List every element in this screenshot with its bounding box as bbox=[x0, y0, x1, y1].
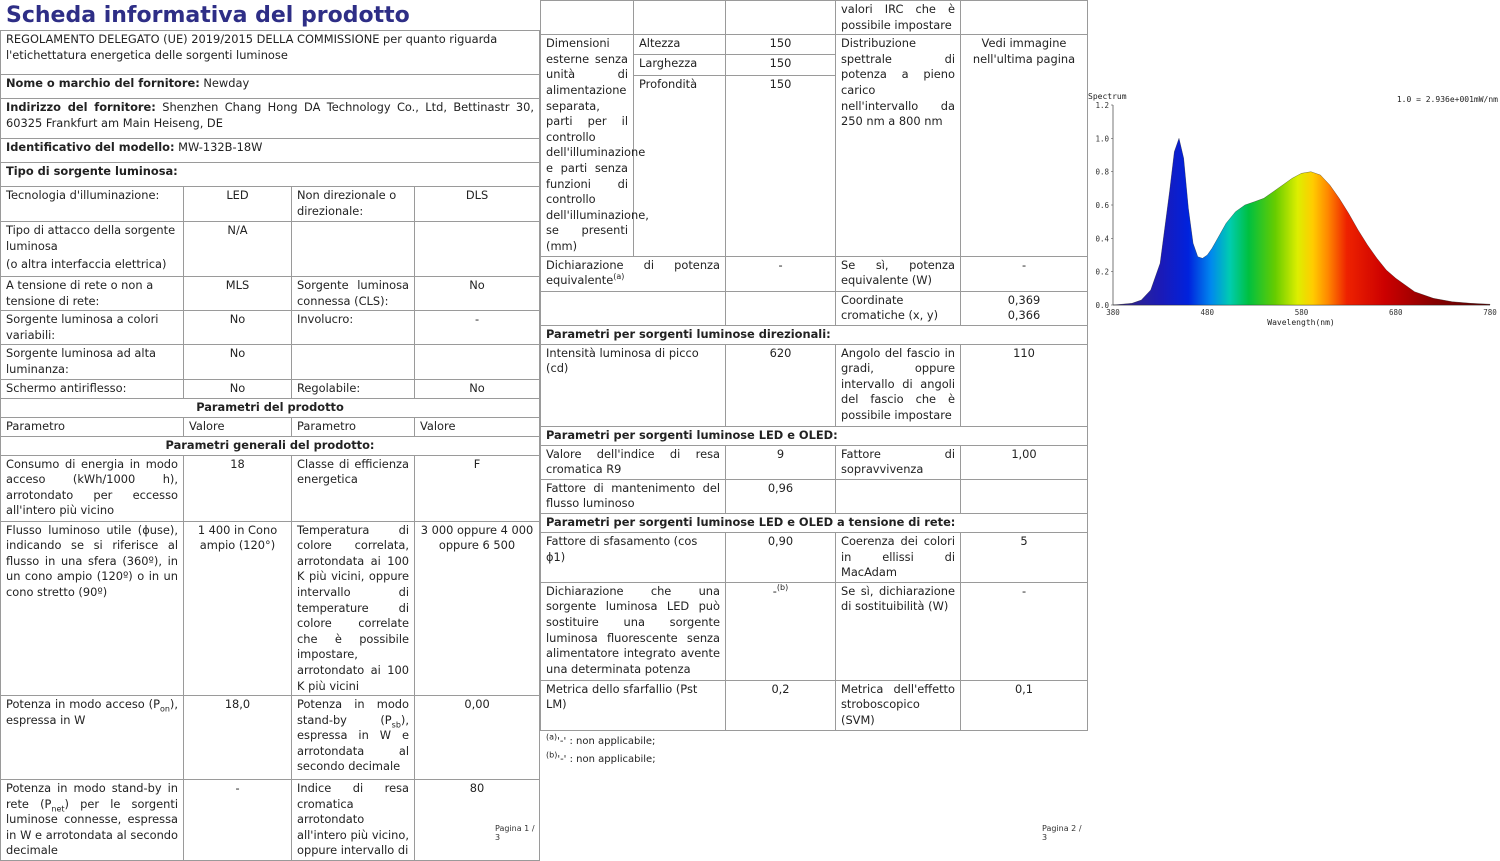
y-tick-label: 0.6 bbox=[1095, 201, 1109, 210]
table-row bbox=[1, 277, 540, 311]
param-label: Coerenza dei colori in ellissi di MacAdam bbox=[836, 533, 961, 583]
table-row bbox=[541, 479, 1088, 513]
model-id: MW-132B-18W bbox=[178, 140, 263, 154]
column-header-row bbox=[1, 417, 540, 436]
spectrum-area bbox=[1113, 138, 1490, 305]
param-label: Dichiarazione che una sorgente luminosa LED può sostituire una sorgente luminosa fluorescente senza alimentatore integrato avente una determinata potenza bbox=[541, 582, 726, 680]
dimension-value: 150 bbox=[726, 35, 836, 55]
param-value: F bbox=[415, 455, 540, 521]
param-value: 18,0 bbox=[184, 696, 292, 780]
footnote-mark: (b) bbox=[546, 750, 558, 760]
table-row bbox=[1, 455, 540, 521]
table-row bbox=[1, 311, 540, 345]
product-info-table-continued bbox=[540, 0, 1088, 731]
param-value: DLS bbox=[415, 187, 540, 222]
footnote-text: '-' : non applicabile; bbox=[557, 753, 656, 765]
param-value bbox=[726, 582, 836, 680]
column-header: Valore bbox=[184, 417, 292, 436]
param-label: Indice di resa cromatica arrotondato all'intero più vicino, oppure intervallo di bbox=[292, 780, 415, 861]
table-row bbox=[1, 521, 540, 696]
param-label bbox=[1, 696, 184, 780]
param-value: - bbox=[961, 582, 1088, 680]
general-params-header: Parametri generali del prodotto: bbox=[1, 436, 540, 455]
param-value: 110 bbox=[961, 344, 1088, 426]
param-label bbox=[1, 222, 184, 277]
footnote-a bbox=[540, 733, 1088, 751]
param-label: Fattore di sopravvivenza bbox=[836, 445, 961, 479]
psb-label-end: ), espressa in W e arrotondata al secondo decimale bbox=[297, 712, 409, 774]
y-tick-label: 0.2 bbox=[1095, 267, 1109, 277]
param-label bbox=[1, 780, 184, 861]
param-value: No bbox=[184, 311, 292, 345]
page-number: Pagina 2 / 3 bbox=[1042, 824, 1082, 842]
page-2 bbox=[540, 0, 1088, 842]
param-value: 3 000 oppure 4 000 oppure 6 500 bbox=[415, 521, 540, 696]
param-label: Classe di efficienza energetica bbox=[292, 455, 415, 521]
supplier-address: Shenzhen Chang Hong DA Technology Co., Ltd, Bettinastr 30, 60325 Frankfurt am Main Heiseng, DE bbox=[6, 100, 535, 130]
column-header: Valore bbox=[415, 417, 540, 436]
psb-sub: sb bbox=[391, 719, 401, 729]
y-tick-labels bbox=[1095, 101, 1113, 310]
mains-header: Parametri per sorgenti luminose LED e OLED a tensione di rete: bbox=[541, 514, 1088, 533]
table-row bbox=[1, 696, 540, 780]
param-label: Flusso luminoso utile (ϕuse), indicando se si riferisce al flusso in una sfera (360º), in un cono ampio (120º) o in un cono stretto (90º) bbox=[1, 521, 184, 696]
param-label: Fattore di mantenimento del flusso luminoso bbox=[541, 479, 726, 513]
param-value bbox=[961, 291, 1088, 325]
param-value: - bbox=[726, 256, 836, 291]
param-value: N/A bbox=[184, 222, 292, 277]
supplier-name-row bbox=[1, 75, 540, 99]
column-header: Parametro bbox=[292, 417, 415, 436]
x-tick-label: 380 bbox=[1106, 308, 1120, 317]
param-value: - bbox=[184, 780, 292, 861]
y-tick-label: 0.8 bbox=[1095, 167, 1109, 177]
pon-label: Potenza in modo acceso (P bbox=[6, 697, 160, 712]
psb-label: Potenza in modo stand-by (P bbox=[297, 697, 409, 727]
x-tick-label: 680 bbox=[1388, 308, 1403, 317]
footnote-ref: (a) bbox=[613, 272, 625, 282]
supplier-address-label: Indirizzo del fornitore: bbox=[6, 100, 156, 114]
param-value: MLS bbox=[184, 277, 292, 311]
table-row bbox=[541, 344, 1088, 426]
chroma-x: 0,369 bbox=[1007, 292, 1041, 307]
chart-scale-note: 1.0 = 2.936e+001mW/nm bbox=[1396, 95, 1498, 104]
model-id-row bbox=[1, 139, 540, 163]
table-row bbox=[541, 35, 1088, 55]
param-value: No bbox=[415, 277, 540, 311]
param-label-line: (o altra interfaccia elettrica) bbox=[6, 257, 167, 272]
param-value: No bbox=[415, 379, 540, 398]
param-label: A tensione di rete o non a tensione di rete: bbox=[1, 277, 184, 311]
param-label-line: Tipo di attacco della sorgente luminosa bbox=[6, 223, 176, 253]
x-tick-label: 480 bbox=[1200, 308, 1215, 317]
y-tick-label: 0.0 bbox=[1095, 301, 1109, 310]
y-tick-label: 0.4 bbox=[1095, 234, 1109, 244]
param-value: 9 bbox=[726, 445, 836, 479]
param-label: Fattore di sfasamento (cos ϕ1) bbox=[541, 533, 726, 583]
pon-label-end: ), espressa in W bbox=[6, 697, 178, 727]
pnet-sub: net bbox=[51, 803, 65, 813]
param-value: 0,96 bbox=[726, 479, 836, 513]
pnet-label: Potenza in modo stand-by in rete (P bbox=[6, 781, 178, 811]
y-tick-label: 1.0 bbox=[1095, 134, 1109, 144]
page-title: Scheda informativa del prodotto bbox=[6, 3, 410, 28]
param-label: Temperatura di colore correlata, arrotondata ai 100 K più vicini, oppure intervallo di temperature di colore correlate che è possibile impostare, arrotondato ai 100 K più vicini bbox=[292, 521, 415, 696]
dimension-name: Larghezza bbox=[634, 55, 726, 75]
pon-sub: on bbox=[159, 704, 170, 714]
param-value: LED bbox=[184, 187, 292, 222]
source-type-label: Tipo di sorgente luminosa: bbox=[1, 163, 540, 187]
param-label bbox=[292, 222, 415, 277]
dimensions-label: Dimensioni esterne senza unità di alimentazione separata, parti per il controllo dell'illuminazione e parti senza funzioni di controllo dell'illuminazione, se presenti (mm) bbox=[541, 35, 634, 256]
dimension-value: 150 bbox=[726, 75, 836, 256]
spectral-label: Distribuzione spettrale di potenza a pieno carico nell'intervallo da 250 nm a 800 nm bbox=[836, 35, 961, 256]
param-label: Regolabile: bbox=[292, 379, 415, 398]
directional-header: Parametri per sorgenti luminose direzionali: bbox=[541, 325, 1088, 344]
footnote-b bbox=[540, 751, 1088, 769]
param-value: 1,00 bbox=[961, 445, 1088, 479]
param-value: - bbox=[961, 256, 1088, 291]
x-tick-labels bbox=[1106, 308, 1497, 317]
param-label bbox=[541, 256, 726, 291]
x-axis-label: Wavelength(nm) bbox=[1267, 318, 1335, 327]
param-label bbox=[292, 696, 415, 780]
spectrum-chart bbox=[1088, 88, 1500, 328]
model-id-label: Identificativo del modello: bbox=[6, 140, 175, 154]
x-tick-label: 580 bbox=[1294, 308, 1309, 317]
dimension-value: 150 bbox=[726, 55, 836, 75]
param-value: 18 bbox=[184, 455, 292, 521]
param-label: Schermo antiriflesso: bbox=[1, 379, 184, 398]
param-label: Coordinate cromatiche (x, y) bbox=[836, 291, 961, 325]
supplier-name: Newday bbox=[203, 76, 250, 90]
param-label: Angolo del fascio in gradi, oppure intervallo di angoli del fascio che è possibile impostare bbox=[836, 344, 961, 426]
dimension-name: Altezza bbox=[634, 35, 726, 55]
page-3 bbox=[1088, 0, 1500, 835]
param-label: Se sì, dichiarazione di sostituibilità (W) bbox=[836, 582, 961, 680]
param-label: Involucro: bbox=[292, 311, 415, 345]
footnote-mark: (a) bbox=[546, 732, 558, 742]
param-value bbox=[415, 222, 540, 277]
x-tick-label: 780 bbox=[1483, 308, 1497, 317]
regulation-text: REGOLAMENTO DELEGATO (UE) 2019/2015 DELLA COMMISSIONE per quanto riguarda l'etichettatura energetica delle sorgenti luminose bbox=[1, 31, 540, 75]
table-row bbox=[1, 345, 540, 379]
table-row bbox=[541, 291, 1088, 325]
chart-title: Spectrum bbox=[1088, 92, 1127, 101]
param-value: 0,00 bbox=[415, 696, 540, 780]
param-label: Intensità luminosa di picco (cd) bbox=[541, 344, 726, 426]
table-row bbox=[1, 187, 540, 222]
param-value: 0,1 bbox=[961, 680, 1088, 730]
supplier-address-row bbox=[1, 99, 540, 139]
param-value: 0,90 bbox=[726, 533, 836, 583]
supplier-name-label: Nome o marchio del fornitore: bbox=[6, 76, 200, 90]
param-value: 1 400 in Cono ampio (120°) bbox=[184, 521, 292, 696]
param-value: 80 bbox=[415, 780, 540, 861]
product-info-table bbox=[0, 30, 540, 861]
table-row bbox=[1, 379, 540, 398]
param-value: No bbox=[184, 345, 292, 379]
param-value: 620 bbox=[726, 344, 836, 426]
param-label bbox=[292, 345, 415, 379]
param-label: Metrica dell'effetto stroboscopico (SVM) bbox=[836, 680, 961, 730]
table-row bbox=[1, 222, 540, 277]
param-value: - bbox=[415, 311, 540, 345]
param-value: 0,2 bbox=[726, 680, 836, 730]
product-params-header: Parametri del prodotto bbox=[1, 398, 540, 417]
param-value: No bbox=[184, 379, 292, 398]
param-label: Consumo di energia in modo acceso (kWh/1000 h), arrotondato per eccesso all'intero più vicino bbox=[1, 455, 184, 521]
footnote-ref: (b) bbox=[776, 583, 789, 593]
param-label: Tecnologia d'illuminazione: bbox=[1, 187, 184, 222]
param-value bbox=[415, 345, 540, 379]
param-label: Non direzionale o direzionale: bbox=[292, 187, 415, 222]
led-header: Parametri per sorgenti luminose LED e OLED: bbox=[541, 426, 1088, 445]
param-label: Se sì, potenza equivalente (W) bbox=[836, 256, 961, 291]
footnote-text: '-' : non applicabile; bbox=[557, 735, 656, 747]
param-label: Valore dell'indice di resa cromatica R9 bbox=[541, 445, 726, 479]
equiv-label: Dichiarazione di potenza equivalente bbox=[546, 257, 720, 288]
param-label: Sorgente luminosa a colori variabili: bbox=[1, 311, 184, 345]
table-row bbox=[541, 256, 1088, 291]
table-row bbox=[1, 780, 540, 861]
param-label: Sorgente luminosa ad alta luminanza: bbox=[1, 345, 184, 379]
page-1 bbox=[0, 0, 540, 858]
page-number: Pagina 1 / 3 bbox=[495, 824, 535, 842]
param-label: valori IRC che è possibile impostare bbox=[836, 1, 961, 35]
column-header: Parametro bbox=[1, 417, 184, 436]
param-label: Sorgente luminosa connessa (CLS): bbox=[292, 277, 415, 311]
table-row bbox=[541, 680, 1088, 730]
replace-value: - bbox=[772, 583, 777, 598]
param-label: Metrica dello sfarfallio (Pst LM) bbox=[541, 680, 726, 730]
spectral-value: Vedi immagine nell'ultima pagina bbox=[961, 35, 1088, 256]
table-row bbox=[541, 582, 1088, 680]
y-tick-label: 1.2 bbox=[1095, 101, 1109, 110]
table-row bbox=[541, 445, 1088, 479]
pnet-label-end: ) per le sorgenti luminose connesse, espressa in W e arrotondata al secondo decimale bbox=[6, 796, 178, 858]
chroma-y: 0,366 bbox=[1007, 308, 1041, 323]
param-value: 5 bbox=[961, 533, 1088, 583]
table-row bbox=[541, 1, 1088, 35]
dimension-name: Profondità bbox=[634, 75, 726, 256]
table-row bbox=[541, 533, 1088, 583]
